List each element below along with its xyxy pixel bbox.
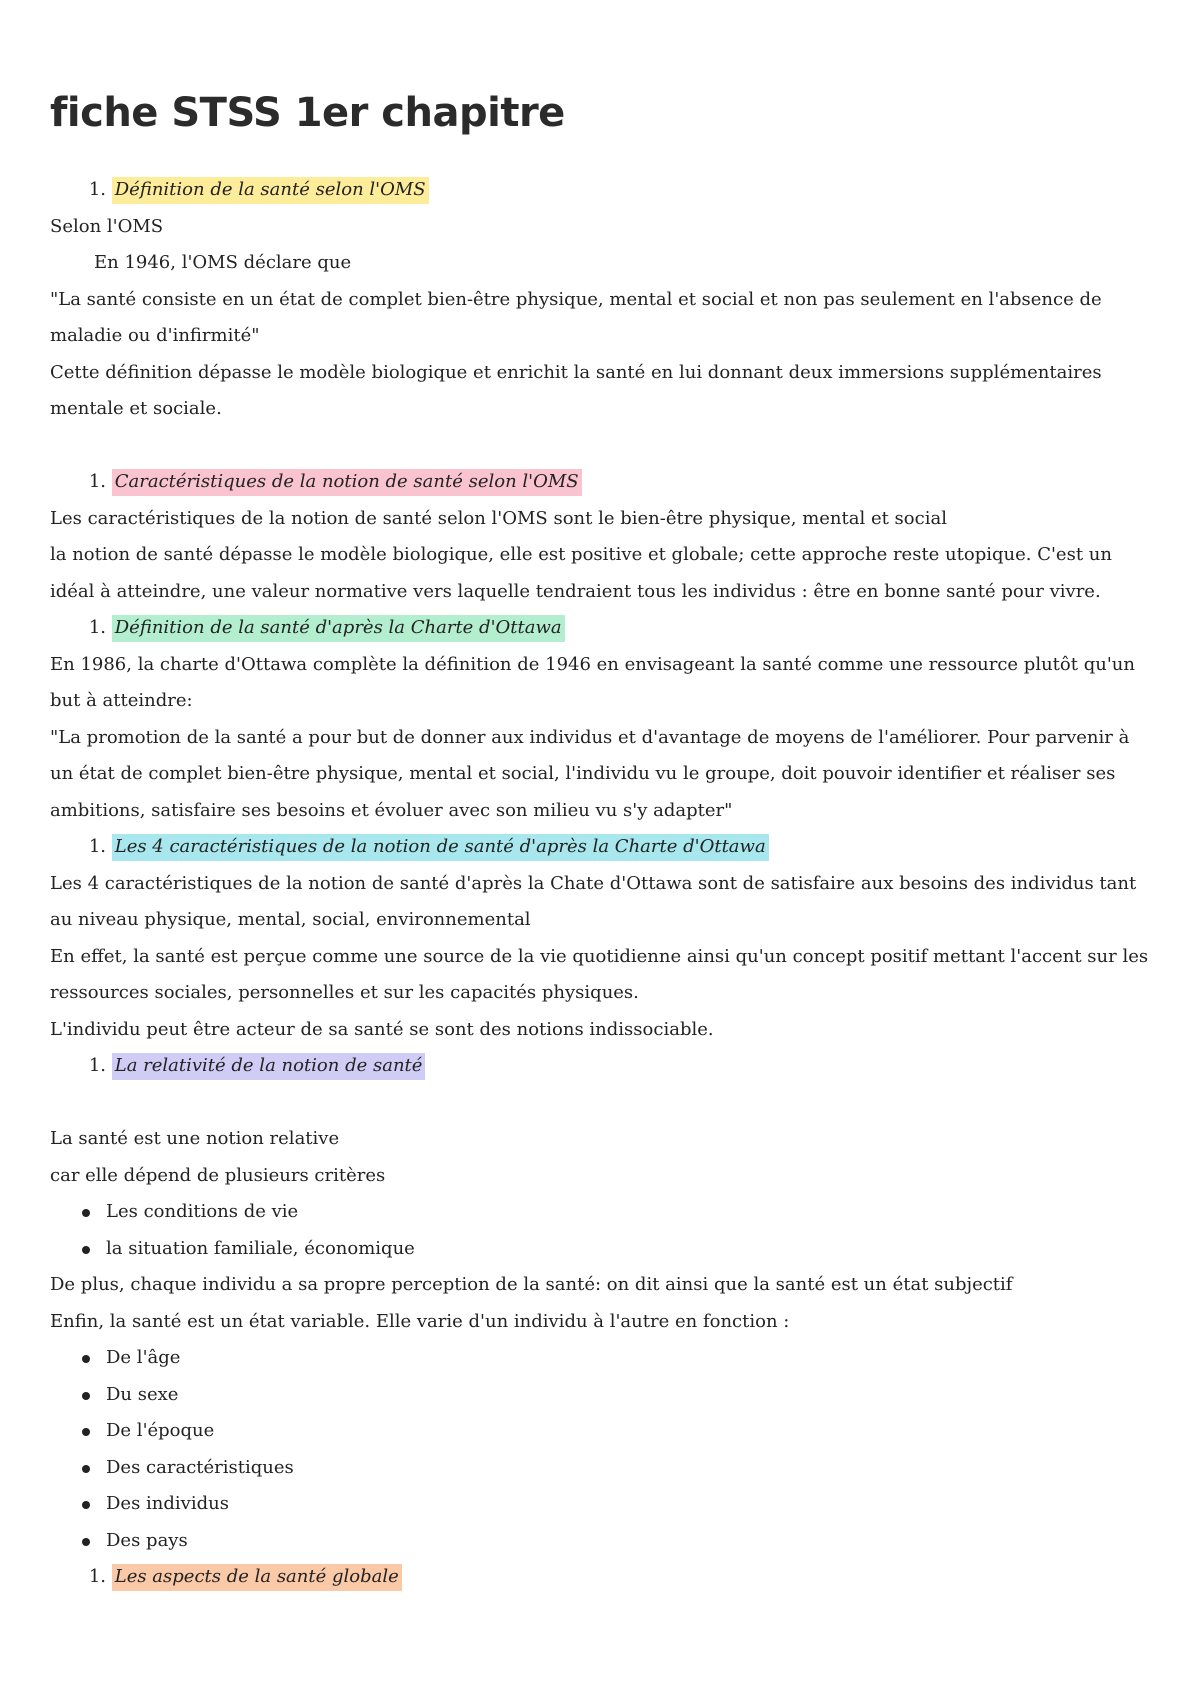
heading-highlight: Définition de la santé d'après la Charte d'Ottawa bbox=[112, 615, 565, 642]
paragraph: La santé est une notion relative bbox=[50, 1128, 340, 1149]
list-item: De l'époque bbox=[50, 1413, 1150, 1450]
heading-highlight: Les aspects de la santé globale bbox=[112, 1564, 402, 1591]
list-item: Des individus bbox=[50, 1486, 1150, 1523]
paragraph: En 1986, la charte d'Ottawa complète la définition de 1946 en envisageant la santé comme une ressource plutôt qu'un but à atteindre: bbox=[50, 653, 1135, 711]
heading-highlight: Définition de la santé selon l'OMS bbox=[112, 177, 429, 204]
heading-highlight: La relativité de la notion de santé bbox=[112, 1053, 426, 1080]
quote-paragraph: "La santé consiste en un état de complet bien-être physique, mental et social et non pas seulement en l'absence de maladie ou d'infirmité" bbox=[50, 288, 1102, 346]
section-heading-relativity bbox=[50, 1048, 1150, 1085]
paragraph: Les 4 caractéristiques de la notion de santé d'après la Chate d'Ottawa sont de satisfaire aux besoins des individus tant au niveau physique, mental, social, environnemental bbox=[50, 872, 1137, 930]
paragraph-indented: En 1946, l'OMS déclare que bbox=[94, 252, 352, 273]
section-heading-global-health bbox=[50, 1559, 1150, 1596]
criteria-list bbox=[50, 1194, 1150, 1267]
list-number: 1. bbox=[88, 1055, 106, 1076]
list-number: 1. bbox=[88, 836, 106, 857]
paragraph: la notion de santé dépasse le modèle biologique, elle est positive et globale; cette approche reste utopique. C'est un idéal à atteindre, une valeur normative vers laquelle tendraient tous les individus : être en bonne santé pour vivre. bbox=[50, 544, 1112, 602]
page-title: fiche STSS 1er chapitre bbox=[50, 90, 565, 136]
list-number: 1. bbox=[88, 471, 106, 492]
paragraph: car elle dépend de plusieurs critères bbox=[50, 1164, 386, 1186]
list-item: Les conditions de vie bbox=[50, 1194, 1150, 1231]
heading-highlight: Les 4 caractéristiques de la notion de santé d'après la Charte d'Ottawa bbox=[112, 834, 769, 861]
list-item: la situation familiale, économique bbox=[50, 1231, 1150, 1268]
quote-paragraph: "La promotion de la santé a pour but de donner aux individus et d'avantage de moyens de l'améliorer. Pour parvenir à un état de complet bien-être physique, mental et social, l'individu vu le groupe, doit pouvoir identifier et réaliser ses ambitions, satisfaire ses besoins et évoluer avec son milieu vu s'y adapter" bbox=[50, 726, 1130, 821]
paragraph: Cette définition dépasse le modèle biologique et enrichit la santé en lui donnant deux immersions supplémentaires mentale et sociale. bbox=[50, 361, 1102, 419]
paragraph: Enfin, la santé est un état variable. Elle varie d'un individu à l'autre en fonction : bbox=[50, 1310, 790, 1332]
paragraph: L'individu peut être acteur de sa santé se sont des notions indissociable. bbox=[50, 1018, 714, 1040]
paragraph: Selon l'OMS bbox=[50, 215, 164, 237]
paragraph: Les caractéristiques de la notion de santé selon l'OMS sont le bien-être physique, mental et social bbox=[50, 507, 947, 529]
list-number: 1. bbox=[88, 1566, 106, 1587]
list-item: Des pays bbox=[50, 1523, 1150, 1560]
section-heading-ottawa-definition bbox=[50, 610, 1150, 647]
section-heading-oms-characteristics bbox=[50, 464, 1150, 501]
section-heading-oms-definition bbox=[50, 172, 1150, 209]
list-number: 1. bbox=[88, 179, 106, 200]
paragraph: En effet, la santé est perçue comme une source de la vie quotidienne ainsi qu'un concept positif mettant l'accent sur les ressources sociales, personnelles et sur les capacités physiques. bbox=[50, 945, 1149, 1003]
list-item: Des caractéristiques bbox=[50, 1450, 1150, 1487]
list-item: De l'âge bbox=[50, 1340, 1150, 1377]
list-item: Du sexe bbox=[50, 1377, 1150, 1414]
variation-factors-list bbox=[50, 1340, 1150, 1559]
paragraph: De plus, chaque individu a sa propre perception de la santé: on dit ainsi que la santé est un état subjectif bbox=[50, 1274, 1013, 1295]
heading-highlight: Caractéristiques de la notion de santé selon l'OMS bbox=[112, 469, 582, 496]
section-heading-ottawa-characteristics bbox=[50, 829, 1150, 866]
list-number: 1. bbox=[88, 617, 106, 638]
